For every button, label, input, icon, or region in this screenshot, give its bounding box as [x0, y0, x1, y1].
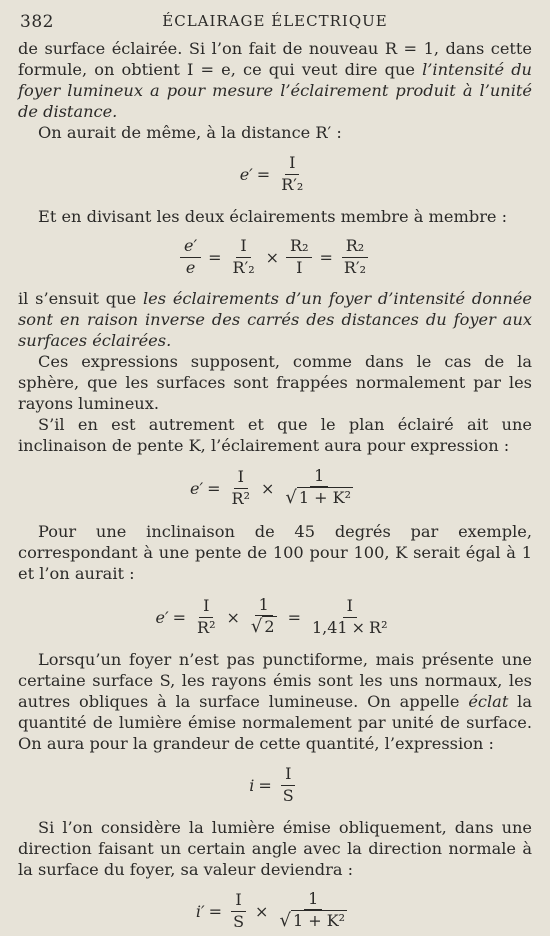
- formula-5-fraction: [279, 765, 298, 805]
- formula-1: [18, 149, 532, 199]
- formula-4-fraction-2: [247, 596, 281, 638]
- formula-1-denominator: R′₂: [281, 174, 304, 194]
- formula-3-denominator-1: R²: [231, 488, 250, 508]
- formula-4-numerator-2: 1: [255, 596, 273, 616]
- formula-2-fraction-4: [340, 237, 370, 277]
- formula-6-numerator-1: I: [231, 891, 245, 911]
- paragraph-7: Pour une inclinaison de 45 degrés par exemple, correspondant à une pente de 100 pour 100, K serait égal à 1 et l’on aurait :: [18, 522, 532, 583]
- formula-3-radical-sign: √: [285, 487, 297, 509]
- formula-2-numerator-1: e′: [180, 237, 201, 257]
- formula-3-fraction-2: [281, 467, 357, 509]
- formula-5-denominator: S: [282, 785, 294, 805]
- paragraph-8: [18, 649, 532, 754]
- formula-6-equals: =: [208, 901, 223, 921]
- formula-2-denominator-4: R′₂: [343, 257, 366, 277]
- formula-4-fraction-3: [308, 597, 392, 637]
- formula-1-lhs: e′: [239, 164, 253, 184]
- formula-2-fraction-1: [180, 237, 201, 277]
- formula-5: [18, 760, 532, 810]
- paragraph-4-italic: les éclairements d’un foyer d’intensité donnée sont en raison inverse des carrés des distances du foyer aux surfaces éclairées.: [18, 289, 533, 350]
- formula-6-numerator-2: 1: [304, 890, 322, 910]
- formula-6: [18, 886, 532, 936]
- running-title: ÉCLAIRAGE ÉLECTRIQUE: [162, 12, 388, 30]
- paragraph-8-text-a: Lorsqu’un foyer n’est pas punctiforme, mais présente une certaine surface S, les rayons émis sont les uns normaux, les autres obliques à la surface lumineuse. On appelle: [18, 650, 532, 711]
- formula-2-numerator-2: I: [236, 237, 250, 257]
- formula-3-lhs: e′: [190, 478, 204, 498]
- formula-4-numerator-1: I: [199, 597, 213, 617]
- formula-6-lhs: i′: [195, 901, 205, 921]
- formula-3-numerator-2: 1: [310, 467, 328, 487]
- formula-3-times: ×: [260, 478, 275, 498]
- formula-3-radicand: 1 + K²: [298, 488, 351, 508]
- formula-5-equals: =: [258, 775, 272, 795]
- formula-4-radicand: 2: [264, 617, 275, 637]
- paragraph-8-italic: éclat: [468, 692, 509, 711]
- formula-4: [18, 592, 532, 642]
- formula-4-coefficient: 1,41: [311, 617, 348, 637]
- paragraph-5: Ces expressions supposent, comme dans le cas de la sphère, que les surfaces sont frappées normalement par les rayons lumineux.: [18, 352, 532, 413]
- formula-1-fraction: [277, 154, 307, 194]
- formula-4-times-2: ×: [351, 617, 366, 637]
- paragraph-3: Et en divisant les deux éclairements membre à membre :: [38, 207, 508, 226]
- formula-4-numerator-3: I: [343, 597, 357, 617]
- formula-2-denominator-2: R′₂: [232, 257, 255, 277]
- formula-2-denominator-1: e: [185, 257, 196, 277]
- formula-3-equals: =: [207, 478, 221, 498]
- formula-4-equals-1: =: [172, 607, 187, 627]
- page-number: 382: [20, 12, 54, 32]
- formula-1-equals: =: [256, 164, 271, 184]
- formula-6-denominator-1: S: [233, 911, 245, 931]
- formula-2-times: ×: [265, 247, 280, 267]
- formula-6-times: ×: [255, 901, 269, 921]
- formula-2-numerator-3: R₂: [286, 237, 312, 257]
- formula-6-sqrt: [275, 910, 351, 932]
- formula-4-r-squared: R²: [369, 617, 388, 637]
- formula-2-fraction-2: [229, 237, 259, 277]
- formula-5-numerator: I: [281, 765, 295, 785]
- page-header: [18, 8, 532, 38]
- formula-2-equals-1: =: [208, 247, 222, 267]
- formula-4-fraction-1: [193, 597, 219, 637]
- formula-4-denominator-3: [308, 618, 392, 637]
- formula-6-radical-sign: √: [279, 910, 291, 932]
- paragraph-8-text-c: la quantité de lumière émise normalement par unité de surface. On aura pour la grandeur de cette quantité, l’expression :: [18, 692, 532, 753]
- formula-4-sqrt: [247, 616, 281, 638]
- formula-2-numerator-4: R₂: [342, 237, 368, 257]
- paragraph-4-text: il s’ensuit que: [18, 289, 143, 308]
- formula-2-fraction-3: [286, 237, 312, 277]
- paragraph-1-text: de surface éclairée. Si l’on fait de nouveau R = 1, dans cette formule, on obtient I = e, ce qui veut dire que: [18, 39, 532, 79]
- paragraph-1-italic: l’intensité du foyer lumineux a pour mesure l’éclairement produit à l’unité de distance.: [18, 60, 532, 121]
- paragraph-4: [18, 288, 532, 351]
- formula-3-numerator-1: I: [234, 468, 248, 488]
- formula-2-equals-2: =: [319, 247, 333, 267]
- formula-5-lhs: i: [249, 775, 255, 795]
- formula-4-times-1: ×: [226, 607, 240, 627]
- paragraph-6: S’il en est autrement et que le plan éclairé ait une inclinaison de pente K, l’éclairement aura pour expression :: [18, 415, 532, 455]
- formula-2-denominator-3: I: [296, 257, 303, 277]
- formula-3-fraction-1: [228, 468, 254, 508]
- formula-3-sqrt: [281, 487, 357, 509]
- formula-4-radical-sign: √: [250, 616, 263, 638]
- formula-6-fraction-1: [229, 891, 248, 931]
- formula-2: [18, 233, 532, 281]
- formula-4-denominator-1: R²: [197, 617, 216, 637]
- formula-6-radicand: 1 + K²: [292, 911, 346, 931]
- formula-6-fraction-2: [275, 890, 351, 932]
- formula-4-lhs: e′: [155, 607, 169, 627]
- paragraph-2: On aurait de même, à la distance R′ :: [38, 123, 342, 142]
- paragraph-9: Si l’on considère la lumière émise obliquement, dans une direction faisant un certain angle avec la direction normale à la surface du foyer, sa valeur deviendra :: [18, 818, 532, 879]
- paragraph-1: [18, 38, 532, 122]
- formula-4-equals-2: =: [287, 607, 301, 627]
- formula-3: [18, 462, 532, 514]
- formula-1-numerator: I: [285, 154, 299, 174]
